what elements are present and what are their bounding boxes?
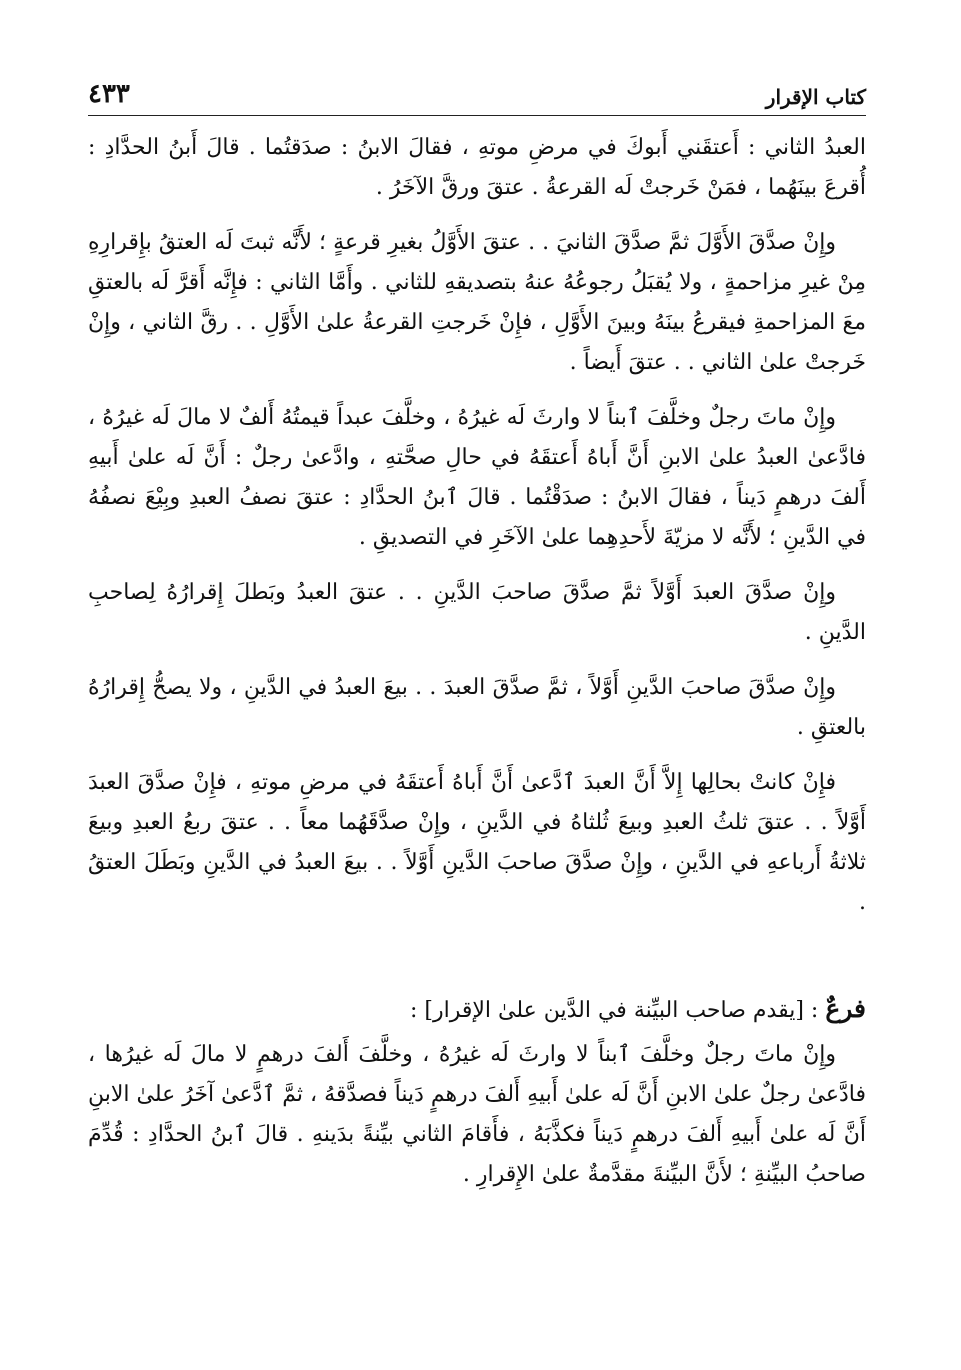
paragraph-1: العبدُ الثاني : أَعتقَني أَبوكَ في مرضِ موتهِ ، فقالَ الابنُ : صدَقتُما . قالَ أَبنُ الحدَّادِ : أُقرعَ بينَهُما ، فمَنْ خَرجتْ لَه القرعةُ . عتقَ ورقَّ الآخَرُ . (88, 135, 866, 200)
book-page (88, 68, 866, 1195)
paragraph-7: وإِنْ ماتَ رجلٌ وخلَّفَ ٱبناً لا وارثَ لَه غيرُهُ ، وخلَّفَ أَلفَ درهمٍ لا مالَ لَه غيرُها ، فادَّعىٰ رجلٌ علىٰ الابنِ أَنَّ لَه علىٰ أَبيهِ أَلفَ درهمٍ دَيناً فصدَّقهُ ، ثمَّ ٱدَّعىٰ آخَرُ علىٰ الابنِ أَنَّ لَه علىٰ أَبيهِ أَلفَ درهمٍ دَيناً فكذَّبَهُ ، فأَقامَ الثاني بيِّنةً بدَينهِ . قالَ ٱبنُ الحدَّادِ : قُدِّمَ صاحبُ البيِّنةِ ؛ لأَنَّ البيِّنةَ مقدَّمةٌ علىٰ الإِقرارِ . (88, 1042, 866, 1187)
paragraph-2: وإِنْ صدَّقَ الأَوَّلَ ثمَّ صدَّقَ الثانيَ . . عتقَ الأَوَّلُ بغيرِ قرعةٍ ؛ لأَنَّه ثبتَ لَه العتقُ بإِقرارِهِ مِنْ غيرِ مزاحمةٍ ، ولا يُقبَلُ رجوعُهُ عنهُ بتصديقهِ للثاني . وأَمَّا الثاني : فإِنَّه أَقرَّ لَه بالعتقِ معَ المزاحمةِ فيقرعُ بينَهُ وبينَ الأَوَّلِ ، فإِنْ خَرجتِ القرعةُ علىٰ الأَوَّلِ . . رقَّ الثاني ، وإِنْ خَرجتْ علىٰ الثاني . . عتقَ أَيضاً . (88, 230, 866, 375)
section-title: : [يقدم صاحب البيِّنة في الدَّين علىٰ الإقرار] : (409, 998, 819, 1023)
paragraph-4: وإِنْ صدَّقَ العبدَ أَوَّلاً ثمَّ صدَّقَ صاحبَ الدَّينِ . . عتقَ العبدُ وبَطلَ إِقرارُهُ لِصاحبِ الدَّينِ . (88, 580, 866, 645)
book-title: كتاب الإقرار (765, 85, 866, 109)
paragraph-6: فإِنْ كانتْ بحالِها إِلاَّ أَنَّ العبدَ ٱدَّعىٰ أَنَّ أَباهُ أَعتقَهُ في مرضِ موتهِ ، فإِنْ صدَّقَ العبدَ أَوَّلاً . . عتقَ ثلثُ العبدِ وبيعَ ثُلثاهُ في الدَّينِ ، وإِنْ صدَّقَهُما معاً . . عتقَ ربعُ العبدِ وبيعَ ثلاثةُ أَرباعهِ في الدَّينِ ، وإِنْ صدَّقَ صاحبَ الدَّينِ أَوَّلاً . . بيعَ العبدُ في الدَّينِ وبَطَلَ العتقُ . (88, 770, 867, 915)
paragraph-5: وإِنْ صدَّقَ صاحبَ الدَّينِ أَوَّلاً ، ثمَّ صدَّقَ العبدَ . . بيعَ العبدُ في الدَّينِ ، ولا يصحُّ إِقرارُهُ بالعتقِ . (88, 675, 866, 740)
page-number: ٤٣٣ (88, 79, 130, 109)
paragraph-3: وإِنْ ماتَ رجلٌ وخلَّفَ ٱبناً لا وارثَ لَه غيرُهُ ، وخلَّفَ عبداً قيمتُهُ أَلفٌ لا مالَ لَه غيرُهُ ، فادَّعىٰ العبدُ علىٰ الابنِ أَنَّ أَباهُ أَعتقَهُ في حالِ صحَّتهِ ، وادَّعىٰ رجلٌ : أَنَّ لَه علىٰ أَبيهِ أَلفَ درهمٍ دَيناً ، فقالَ الابنُ : صدَقْتُما . قالَ ٱبنُ الحدَّادِ : عتقَ نصفُ العبدِ وبِيْعَ نصفُهُ في الدَّينِ ؛ لأَنَّه لا مزيّةَ لأَحدِهِما علىٰ الآخَرِ في التصديقِ . (88, 405, 866, 550)
section-label: فرعٌ (825, 994, 866, 1023)
section-heading (88, 989, 866, 1031)
running-header (88, 68, 866, 116)
